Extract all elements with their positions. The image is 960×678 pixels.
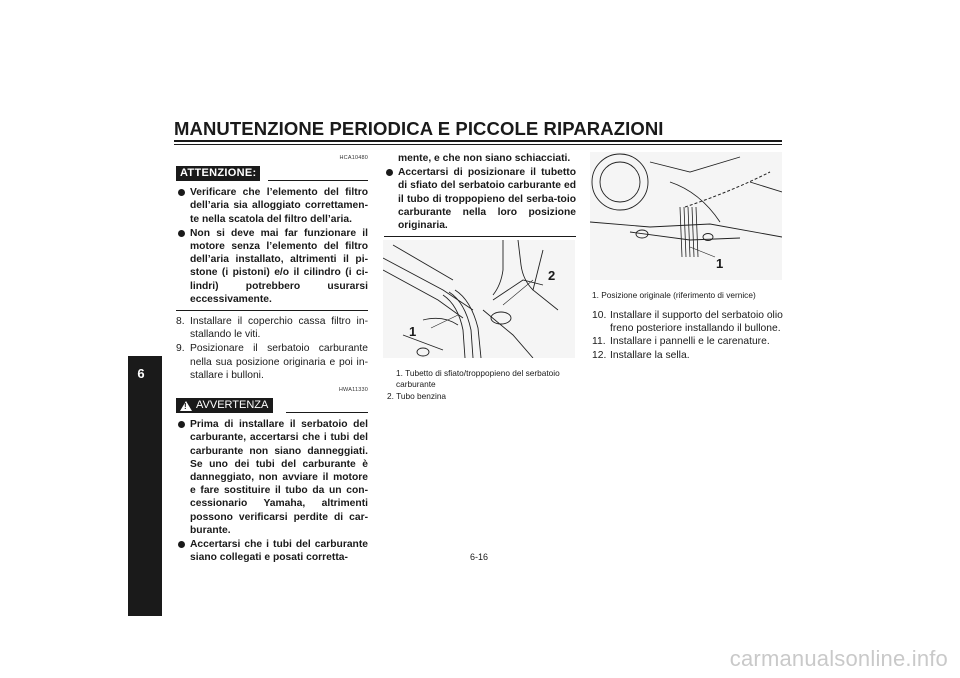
right-column-steps [592,309,784,362]
attention-end-rule [176,310,368,311]
paint-mark-illustration [590,152,782,280]
bullet-dot-icon [178,230,185,237]
footer-watermark[interactable]: carmanualsonline.info [729,646,948,671]
title-rule-thin [174,144,782,145]
warning-rule [286,412,368,413]
figure-paint-mark [590,152,782,280]
caption-item: 1. Tubetto di sfiato/troppopieno del serbatoio carburante [396,368,560,389]
figure-label-1: 1 [716,256,724,271]
middle-column [384,152,576,237]
warning-badge: ! AVVERTENZA [176,398,273,413]
step-item: 11. Installare i pannelli e le carenature. [592,336,770,348]
page-title: MANUTENZIONE PERIODICA E PICCOLE RIPARAZIONI [174,118,664,139]
figure-label-2: 2 [548,268,556,283]
page-number: 6-16 [470,552,489,562]
warning-bullet: Accertarsi di posizionare il tubetto di sfiato del serbatoio carburante ed il tubo di troppopieno del serba-toio carburante nella loro posizione originaria. [384,166,576,232]
step-item: 9. Posizionare il serbatoio carburante nella sua posizione originaria e poi in-stallare i bulloni. [176,343,368,381]
attention-code: HCA10480 [339,155,368,161]
step-item: 8. Installare il coperchio cassa filtro in-stallando le viti. [176,316,368,341]
warning-bullet: Prima di installare il serbatoio del carburante, accertarsi che i tubi del carburante non siano danneggiati. Se uno dei tubi del carburante è danneggiato, non avviare il motore e fare sostituire il tubo da un con-cessionario Yamaha, altrimenti possono verificarsi perdite di car-burante. [176,418,368,537]
attention-rule [268,180,368,181]
chapter-tab-number: 6 [137,366,145,381]
fuel-hose-illustration [383,240,575,358]
step-item: 10. Installare il supporto del serbatoio olio freno posteriore installando il bullone. [592,310,783,335]
attention-badge: ATTENZIONE: [176,166,260,181]
middle-figure-captions [387,368,579,402]
figure-label-1: 1 [409,324,417,339]
step-item: 12. Installare la sella. [592,349,690,361]
bullet-dot-icon [178,421,185,428]
attention-bullet: Verificare che l’elemento del filtro dell’aria sia alloggiato correttamen-te nella scatola del filtro dell’aria. [176,186,368,226]
warning-code: HWA11330 [338,387,368,394]
left-column [176,152,368,564]
title-rule [174,140,782,142]
warning-end-rule [384,236,576,237]
bullet-dot-icon [178,189,185,196]
chapter-tab [128,356,162,616]
warning-continuation: mente, e che non siano schiacciati. [398,153,571,164]
warning-triangle-icon: ! [180,401,192,411]
figure-fuel-hoses [383,240,575,358]
bullet-dot-icon [178,541,185,548]
bullet-dot-icon [386,169,393,176]
warning-bullet: Accertarsi che i tubi del carburante siano collegati e posati corretta- [176,538,368,564]
caption-item: 2. Tubo benzina [387,391,447,401]
attention-bullet: Non si deve mai far funzionare il motore senza l’elemento del filtro dell’aria installato, altrimenti il pi-stone (i pistoni) e/o il cilindro (i ci-lindri) potrebbero usurarsi eccessivamente. [176,227,368,306]
right-figure-caption: 1. Posizione originale (riferimento di vernice) [592,290,756,300]
